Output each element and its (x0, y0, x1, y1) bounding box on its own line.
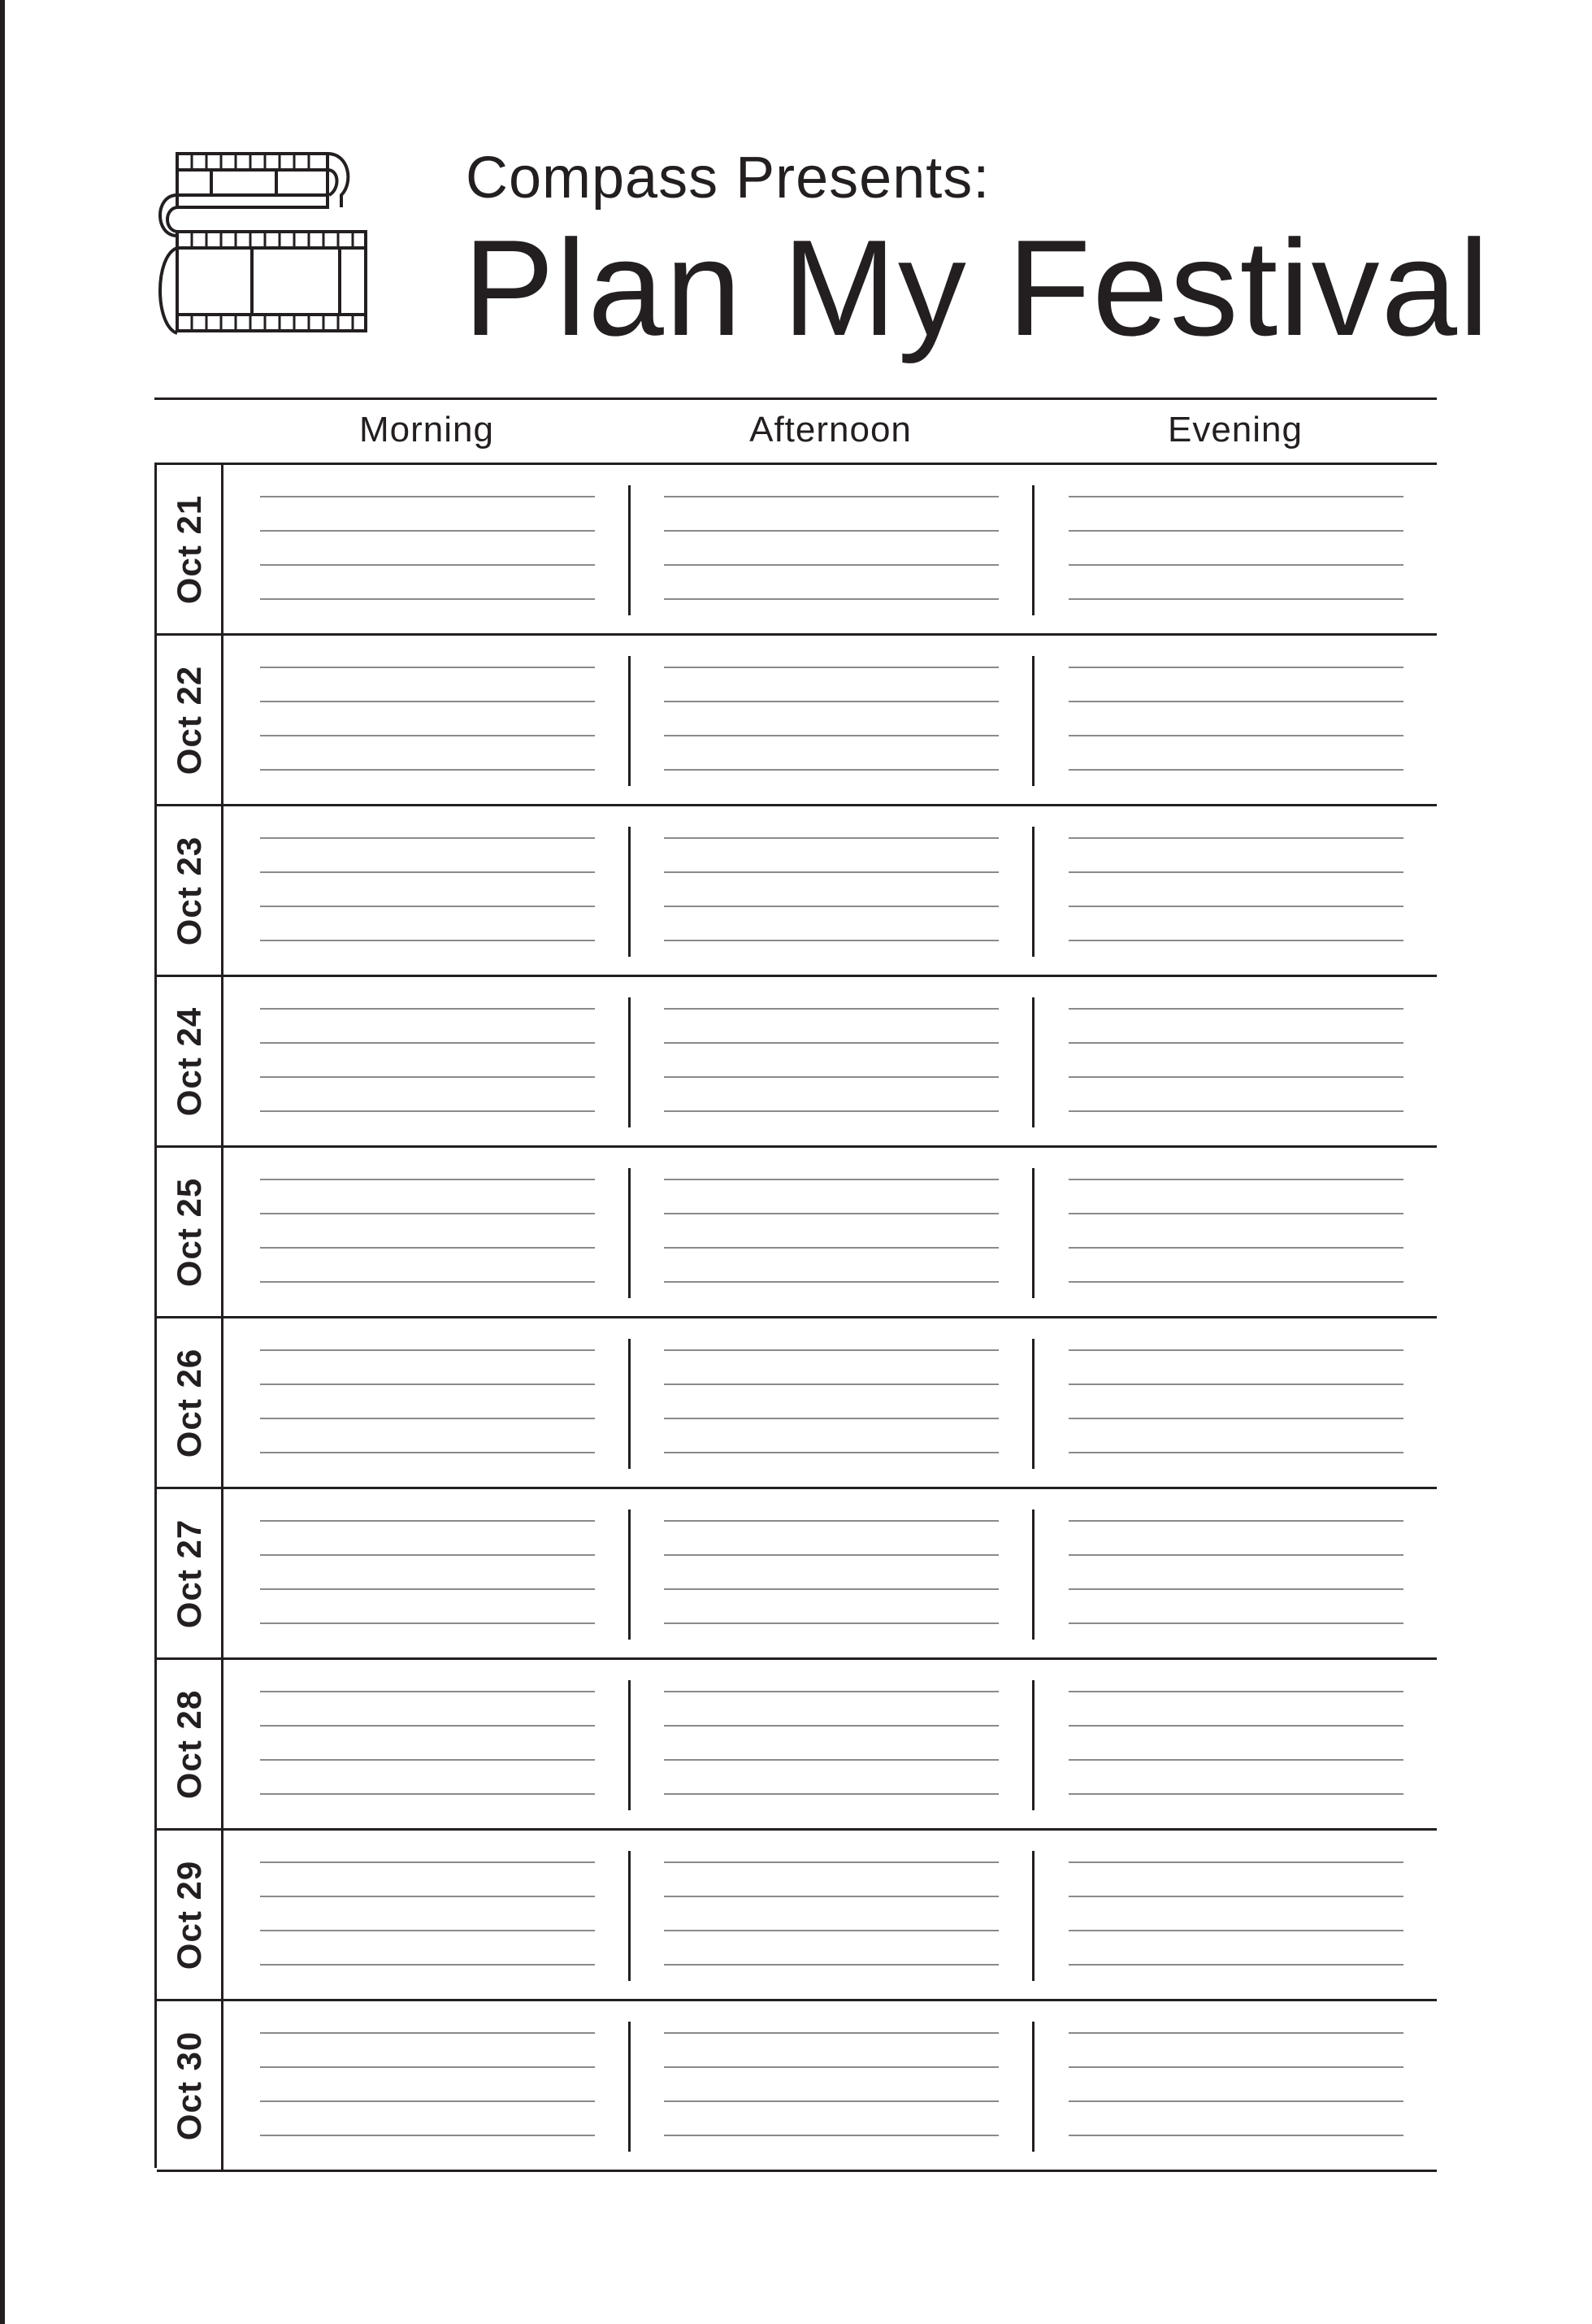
writing-line (664, 1418, 999, 1419)
writing-line (1069, 1213, 1403, 1214)
writing-line (1069, 735, 1403, 736)
writing-line (1069, 496, 1403, 497)
writing-area-evening (1069, 1691, 1403, 1805)
column-divider (628, 997, 631, 1127)
writing-line (664, 1861, 999, 1863)
writing-area-morning (260, 1008, 595, 1122)
writing-line (260, 1008, 595, 1010)
writing-line (664, 1554, 999, 1556)
writing-area-evening (1069, 1008, 1403, 1122)
writing-line (664, 1622, 999, 1624)
date-label: Oct 27 (169, 1518, 208, 1628)
writing-line (1069, 1452, 1403, 1453)
writing-line (664, 837, 999, 839)
writing-line (260, 837, 595, 839)
writing-line (1069, 1793, 1403, 1795)
writing-line (260, 598, 595, 600)
date-label: Oct 25 (169, 1177, 208, 1287)
date-label: Oct 26 (169, 1348, 208, 1457)
writing-line (1069, 871, 1403, 873)
writing-line (260, 1042, 595, 1044)
header-rule (154, 397, 1437, 400)
writing-line (1069, 1759, 1403, 1761)
writing-line (664, 871, 999, 873)
writing-line (664, 1725, 999, 1727)
writing-line (664, 667, 999, 668)
column-divider (1032, 656, 1035, 786)
writing-area-evening (1069, 2032, 1403, 2146)
writing-line (1069, 1042, 1403, 1044)
writing-line (260, 530, 595, 532)
page-title: Plan My Festival (463, 211, 1491, 364)
writing-area-morning (260, 1520, 595, 1634)
writing-line (260, 667, 595, 668)
schedule-row (157, 2001, 1437, 2172)
writing-line (260, 1384, 595, 1385)
writing-line (260, 1896, 595, 1897)
writing-area-afternoon (664, 667, 999, 780)
schedule-row (157, 1660, 1437, 1831)
writing-area-evening (1069, 1520, 1403, 1634)
writing-line (664, 940, 999, 941)
writing-line (1069, 2032, 1403, 2034)
writing-line (664, 1691, 999, 1692)
column-header-evening: Evening (1167, 410, 1303, 450)
schedule-row (157, 1318, 1437, 1489)
writing-line (1069, 598, 1403, 600)
writing-line (1069, 2066, 1403, 2068)
writing-line (664, 496, 999, 497)
writing-area-evening (1069, 1861, 1403, 1975)
writing-line (260, 940, 595, 941)
date-cell (157, 1318, 223, 1487)
column-divider (628, 1851, 631, 1981)
writing-line (664, 530, 999, 532)
column-divider (628, 485, 631, 615)
writing-line (664, 1793, 999, 1795)
writing-line (260, 2135, 595, 2136)
date-cell (157, 1831, 223, 1999)
writing-line (260, 1520, 595, 1522)
date-cell (157, 806, 223, 975)
writing-line (1069, 701, 1403, 702)
writing-line (1069, 1861, 1403, 1863)
writing-area-morning (260, 1861, 595, 1975)
writing-line (664, 2135, 999, 2136)
writing-line (1069, 1896, 1403, 1897)
writing-line (260, 2100, 595, 2102)
writing-line (664, 1964, 999, 1966)
column-divider (1032, 827, 1035, 957)
writing-line (1069, 1691, 1403, 1692)
writing-line (260, 1793, 595, 1795)
writing-area-afternoon (664, 837, 999, 951)
writing-line (260, 1247, 595, 1249)
writing-area-morning (260, 496, 595, 610)
writing-line (1069, 1622, 1403, 1624)
writing-line (1069, 1930, 1403, 1931)
writing-line (1069, 1520, 1403, 1522)
writing-line (260, 906, 595, 907)
column-header-morning: Morning (359, 410, 494, 450)
column-divider (1032, 1680, 1035, 1810)
writing-line (260, 871, 595, 873)
column-divider (628, 1168, 631, 1298)
writing-area-afternoon (664, 1520, 999, 1634)
writing-line (664, 701, 999, 702)
date-cell (157, 1489, 223, 1657)
writing-line (260, 701, 595, 702)
writing-line (1069, 2135, 1403, 2136)
date-cell (157, 1660, 223, 1828)
date-cell (157, 1148, 223, 1316)
column-divider (628, 1680, 631, 1810)
writing-line (1069, 1110, 1403, 1112)
writing-area-afternoon (664, 1349, 999, 1463)
writing-line (664, 1042, 999, 1044)
writing-line (1069, 1588, 1403, 1590)
column-divider (1032, 485, 1035, 615)
writing-line (1069, 1349, 1403, 1351)
writing-line (260, 564, 595, 566)
writing-area-morning (260, 2032, 595, 2146)
writing-line (1069, 564, 1403, 566)
writing-area-evening (1069, 837, 1403, 951)
writing-line (1069, 940, 1403, 941)
writing-line (664, 1452, 999, 1453)
writing-line (260, 1110, 595, 1112)
column-header-afternoon: Afternoon (749, 410, 912, 450)
writing-line (1069, 530, 1403, 532)
writing-line (260, 1213, 595, 1214)
writing-line (260, 2032, 595, 2034)
writing-line (1069, 1384, 1403, 1385)
writing-line (664, 1349, 999, 1351)
date-label: Oct 21 (169, 494, 208, 604)
column-divider (1032, 997, 1035, 1127)
writing-line (1069, 1281, 1403, 1283)
column-divider (628, 1339, 631, 1469)
schedule-row (157, 1489, 1437, 1660)
writing-line (664, 564, 999, 566)
writing-line (260, 1622, 595, 1624)
page-edge (0, 0, 5, 2324)
writing-line (260, 1691, 595, 1692)
page-subtitle: Compass Presents: (466, 146, 991, 211)
writing-line (664, 769, 999, 771)
writing-area-evening (1069, 1179, 1403, 1292)
writing-area-afternoon (664, 496, 999, 610)
writing-area-morning (260, 1179, 595, 1292)
writing-line (260, 1076, 595, 1078)
column-divider (1032, 2022, 1035, 2152)
writing-area-afternoon (664, 2032, 999, 2146)
writing-line (1069, 1418, 1403, 1419)
column-divider (1032, 1510, 1035, 1640)
writing-line (664, 2032, 999, 2034)
writing-line (664, 1179, 999, 1180)
writing-line (1069, 1179, 1403, 1180)
writing-line (260, 769, 595, 771)
writing-line (260, 1861, 595, 1863)
writing-line (260, 1759, 595, 1761)
writing-line (260, 2066, 595, 2068)
writing-line (1069, 1554, 1403, 1556)
writing-line (260, 1554, 595, 1556)
column-divider (628, 827, 631, 957)
writing-line (664, 598, 999, 600)
writing-line (1069, 1008, 1403, 1010)
writing-line (664, 1930, 999, 1931)
column-divider (1032, 1851, 1035, 1981)
writing-line (1069, 906, 1403, 907)
writing-line (260, 1725, 595, 1727)
date-label: Oct 22 (169, 665, 208, 775)
writing-line (1069, 667, 1403, 668)
writing-line (664, 1008, 999, 1010)
writing-line (664, 735, 999, 736)
writing-line (1069, 837, 1403, 839)
writing-line (664, 906, 999, 907)
date-label: Oct 23 (169, 836, 208, 945)
writing-area-evening (1069, 496, 1403, 610)
writing-area-morning (260, 837, 595, 951)
writing-line (260, 496, 595, 497)
date-label: Oct 29 (169, 1860, 208, 1970)
writing-line (664, 1213, 999, 1214)
writing-line (1069, 2100, 1403, 2102)
schedule-row (157, 977, 1437, 1148)
column-divider (628, 656, 631, 786)
writing-line (260, 1930, 595, 1931)
writing-line (1069, 1247, 1403, 1249)
date-cell (157, 465, 223, 633)
schedule-row (157, 1148, 1437, 1318)
writing-line (260, 1588, 595, 1590)
writing-area-evening (1069, 1349, 1403, 1463)
writing-area-afternoon (664, 1179, 999, 1292)
schedule-row (157, 1831, 1437, 2001)
writing-line (664, 1110, 999, 1112)
writing-line (260, 735, 595, 736)
writing-area-evening (1069, 667, 1403, 780)
date-cell (157, 2001, 223, 2170)
writing-line (664, 1247, 999, 1249)
writing-line (664, 1076, 999, 1078)
schedule-grid (154, 463, 1437, 2168)
writing-area-morning (260, 667, 595, 780)
writing-line (664, 1896, 999, 1897)
column-divider (1032, 1168, 1035, 1298)
writing-line (260, 1418, 595, 1419)
date-label: Oct 24 (169, 1006, 208, 1116)
date-cell (157, 636, 223, 804)
writing-line (664, 1384, 999, 1385)
film-reel-icon (154, 150, 370, 337)
schedule-row (157, 636, 1437, 806)
writing-line (664, 2066, 999, 2068)
date-cell (157, 977, 223, 1145)
writing-area-morning (260, 1349, 595, 1463)
writing-area-afternoon (664, 1861, 999, 1975)
writing-line (1069, 1725, 1403, 1727)
date-label: Oct 30 (169, 2031, 208, 2140)
writing-line (260, 1452, 595, 1453)
writing-line (664, 1759, 999, 1761)
writing-line (664, 2100, 999, 2102)
writing-line (664, 1281, 999, 1283)
writing-line (664, 1520, 999, 1522)
writing-line (1069, 1964, 1403, 1966)
writing-line (664, 1588, 999, 1590)
writing-line (260, 1349, 595, 1351)
schedule-row (157, 806, 1437, 977)
writing-line (1069, 1076, 1403, 1078)
writing-line (1069, 769, 1403, 771)
column-divider (628, 1510, 631, 1640)
writing-area-afternoon (664, 1691, 999, 1805)
writing-line (260, 1964, 595, 1966)
writing-line (260, 1179, 595, 1180)
writing-area-afternoon (664, 1008, 999, 1122)
writing-line (260, 1281, 595, 1283)
writing-area-morning (260, 1691, 595, 1805)
column-divider (1032, 1339, 1035, 1469)
column-divider (628, 2022, 631, 2152)
date-label: Oct 28 (169, 1689, 208, 1799)
schedule-row (157, 465, 1437, 636)
